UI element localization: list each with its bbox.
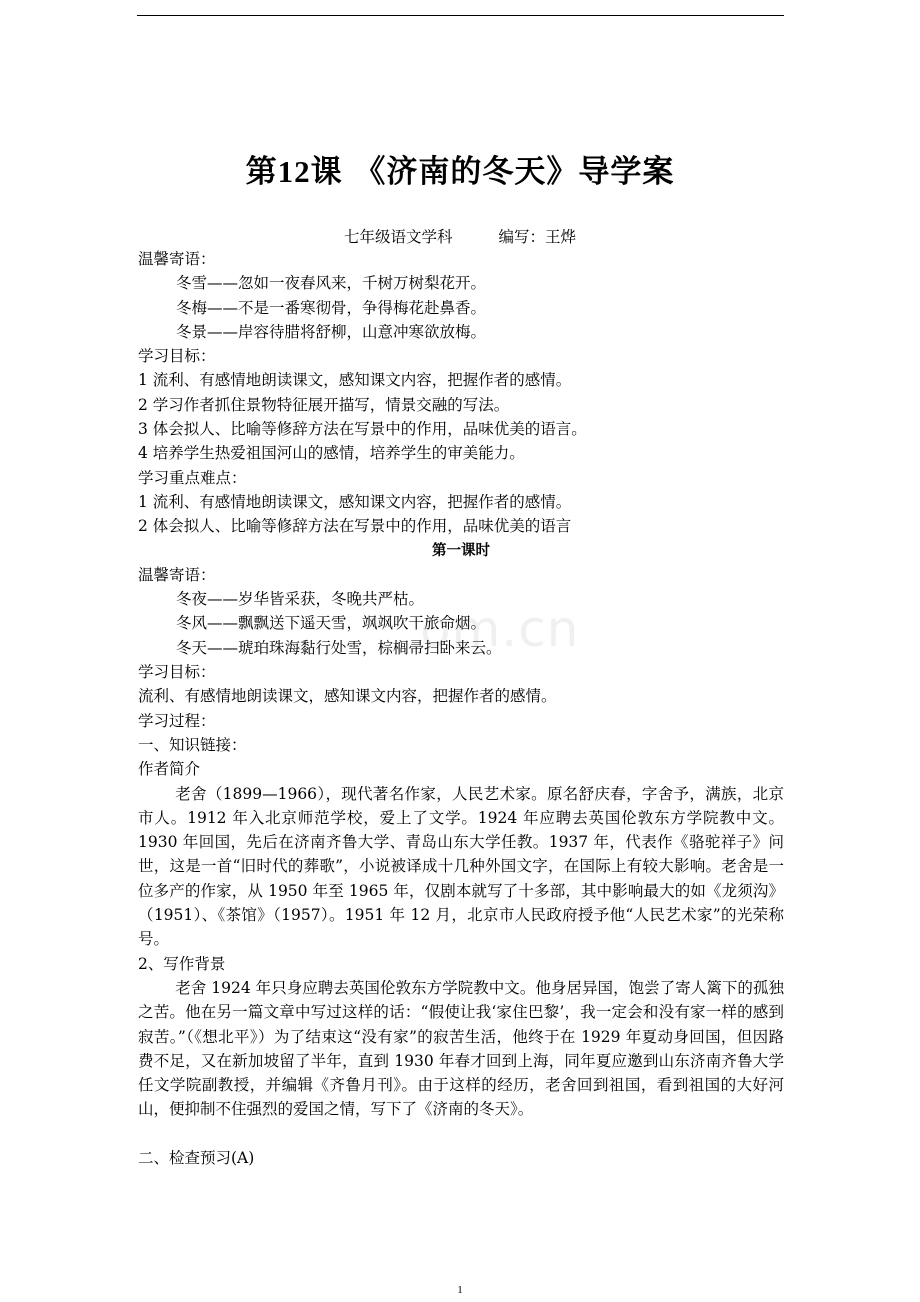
greeting-line: 冬梅——不是一番寒彻骨，争得梅花赴鼻香。 (176, 298, 487, 317)
page-title: 第12课 《济南的冬天》导学案 (245, 154, 675, 190)
lesson-greeting-line: 冬天——琥珀珠海黏行处雪，棕榈帚扫卧来云。 (176, 638, 502, 657)
author-intro-paragraph: 老舍（1899—1966），现代著名作家，人民艺术家。原名舒庆春，字舍予，满族，北京市人。1912 年入北京师范学校，爱上了文学。1924 年应聘去英国伦敦东方学院教中文。1930 年回国，先后在济南齐鲁大学、青岛山东大学任教。1937 年，代表作《骆驼祥子》问世，这是一首“旧时代的葬歌”，小说被译成十几种外国文字，在国际上有较大影响。老舍是一位多产的作家，从 1950 年至 1965 年，仅剧本就写了十多部，其中影响最大的如《龙须沟》（1951）、《茶馆》（1957）。1951 年 12 月，北京市人民政府授予他“人民艺术家”的光荣称号。 (138, 784, 784, 949)
goal-item: 1 流利、有感情地朗读课文，感知课文内容，把握作者的感情。 (138, 371, 572, 390)
lesson-goal-text: 流利、有感情地朗读课文，感知课文内容，把握作者的感情。 (138, 687, 557, 706)
subject-label: 七年级语文学科 (343, 228, 453, 246)
lesson-goal-heading: 学习目标： (138, 663, 216, 682)
greeting-line: 冬景——岸容待腊将舒柳，山意冲寒欲放梅。 (176, 322, 487, 341)
background-heading: 2、写作背景 (138, 954, 226, 973)
watermark: om.cn (420, 600, 580, 658)
goal-item: 2 学习作者抓住景物特征展开描写，情景交融的写法。 (138, 395, 510, 414)
subtitle (0, 225, 920, 247)
document-body (138, 247, 784, 1170)
greeting-heading: 温馨寄语： (138, 250, 216, 268)
part2-heading: 二、检查预习(A) (138, 1148, 255, 1167)
author-intro-heading: 作者简介 (138, 760, 201, 779)
goal-item: 4 培养学生热爱祖国河山的感情，培养学生的审美能力。 (138, 444, 525, 463)
lesson-greeting-line: 冬夜——岁华皆采获，冬晚共严枯。 (176, 590, 425, 609)
part1-heading: 一、知识链接： (138, 735, 247, 754)
blank-line (138, 1122, 784, 1146)
key-point-item: 1 流利、有感情地朗读课文，感知课文内容，把握作者的感情。 (138, 492, 572, 511)
lesson-greeting-line: 冬风——飘飘送下遥天雪，飒飒吹干旅命烟。 (176, 614, 487, 633)
key-point-item: 2 体会拟人、比喻等修辞方法在写景中的作用，品味优美的语言 (138, 517, 572, 536)
header-rule (137, 15, 784, 16)
lesson-heading: 第一课时 (432, 542, 490, 559)
author-label: 编写：王烨 (498, 228, 577, 246)
key-points-heading: 学习重点难点： (138, 468, 247, 487)
goals-heading: 学习目标： (138, 347, 216, 366)
lesson-greeting-heading: 温馨寄语： (138, 565, 216, 584)
greeting-line: 冬雪——忽如一夜春风来，千树万树梨花开。 (176, 274, 487, 293)
lesson-number: 12 (277, 154, 311, 189)
goal-item: 3 体会拟人、比喻等修辞方法在写景中的作用，品味优美的语言。 (138, 420, 587, 439)
background-paragraph: 老舍 1924 年只身应聘去英国伦敦东方学院教中文。他身居异国，饱尝了寄人篱下的孤独之苦。他在另一篇文章中写过这样的话：“假使让我‘家住巴黎’，我一定会和没有家一样的感到寂苦。”（《想北平》）为了结束这“没有家”的寂苦生活，他终于在 1929 年夏动身回国，但因路费不足，又在新加坡留了半年，直到 1930 年春才回到上海，同年夏应邀到山东济南齐鲁大学任文学院副教授，并编辑《齐鲁月刊》。由于这样的经历，老舍回到祖国，看到祖国的大好河山，便抑制不住强烈的爱国之情，写下了《济南的冬天》。 (138, 978, 784, 1119)
process-heading: 学习过程： (138, 711, 216, 730)
page-number: 1 (457, 1284, 463, 1296)
